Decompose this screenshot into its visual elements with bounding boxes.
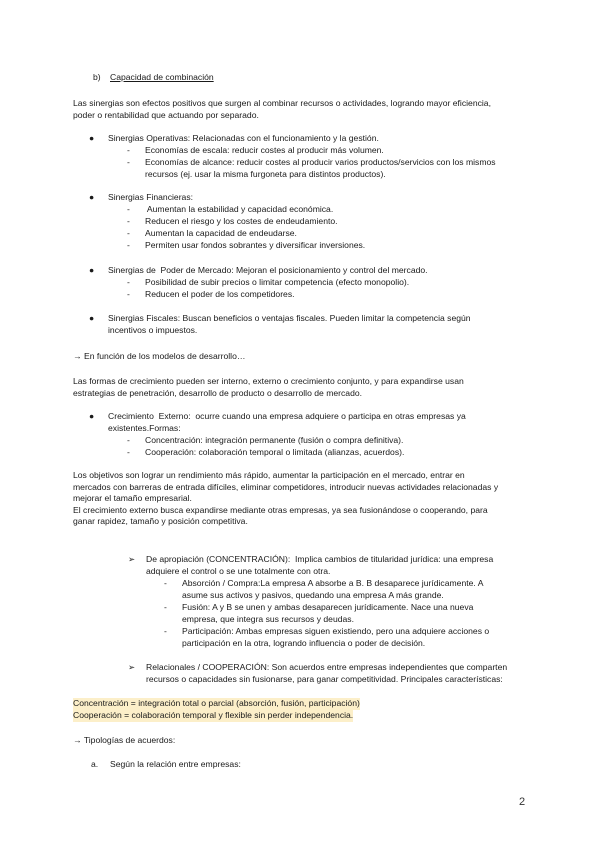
list-item: Posibilidad de subir precios o limitar competencia (efecto monopolio). — [145, 277, 410, 287]
dash-marker: - — [127, 277, 130, 287]
text-line: El crecimiento externo busca expandirse mediante otras empresas, ya sea fusionándose o cooperando, para — [73, 504, 488, 515]
text-line: ganar rapidez, tamaño y posición competitiva. — [73, 516, 248, 527]
mercado-title: Sinergias de Poder de Mercado: Mejoran el posicionamiento y control del mercado. — [108, 265, 428, 275]
list-item: Reducen el riesgo y los costes de endeudamiento. — [145, 216, 338, 226]
list-item: Economías de alcance: reducir costes al producir varios productos/servicios con los mismos — [145, 157, 496, 167]
dash-marker: - — [127, 216, 130, 226]
list-item: Cooperación: colaboración temporal o limitada (alianzas, acuerdos). — [145, 447, 405, 457]
dash-marker: - — [127, 240, 130, 250]
externo-line: Crecimiento Externo: ocurre cuando una empresa adquiere o participa en otras empresas ya — [108, 411, 466, 421]
list-item: Reducen el poder de los competidores. — [145, 289, 295, 299]
subitem-marker: a. — [91, 759, 99, 769]
externo-line: existentes.Formas: — [108, 423, 181, 433]
operativas-title: Sinergias Operativas: Relacionadas con el funcionamiento y la gestión. — [108, 133, 379, 143]
bullet-icon: ● — [89, 411, 95, 421]
dash-marker: - — [127, 435, 130, 445]
fiscales-line: incentivos o impuestos. — [108, 325, 198, 335]
apropiacion-line: De apropiación (CONCENTRACIÓN): Implica cambios de titularidad jurídica: una empresa — [146, 554, 494, 564]
highlight-concentracion: Concentración = integración total o parcial (absorción, fusión, participación) — [73, 698, 360, 708]
bullet-icon: ● — [89, 313, 95, 323]
list-item: participación en la otra, logrando influencia o poder de decisión. — [182, 638, 426, 648]
text-line: Las sinergias son efectos positivos que surgen al combinar recursos o actividades, logrando mayor eficiencia, — [73, 98, 491, 108]
dash-marker: - — [127, 289, 130, 299]
bullet-icon: ● — [89, 265, 95, 275]
text-line: Las formas de crecimiento pueden ser interno, externo o crecimiento conjunto, y para expandirse usan — [73, 376, 464, 386]
list-item: Aumentan la capacidad de endeudarse. — [145, 228, 297, 238]
text-line: Los objetivos son lograr un rendimiento más rápido, aumentar la participación en el mercado, entrar en — [73, 470, 465, 480]
arrowhead-icon: ➢ — [128, 662, 136, 672]
list-item: Absorción / Compra:La empresa A absorbe a B. B desaparece jurídicamente. A — [182, 578, 484, 588]
relacionales-line: recursos o capacidades sin fusionarse, para ganar competitividad. Principales características: — [146, 674, 503, 684]
list-item: recursos (ej. usar la misma furgoneta para distintos productos). — [145, 169, 386, 179]
dash-marker: - — [127, 157, 130, 167]
financieras-title: Sinergias Financieras: — [108, 192, 194, 202]
intro-paragraph — [73, 98, 533, 121]
subitem-text: Según la relación entre empresas: — [110, 759, 241, 769]
dash-marker: - — [164, 602, 167, 612]
relacionales-line: Relacionales / COOPERACIÓN: Son acuerdos entre empresas independientes que comparten — [146, 662, 508, 672]
bullet-icon: ● — [89, 133, 95, 143]
list-item: Aumentan la estabilidad y capacidad económica. — [145, 204, 334, 214]
objetivos-paragraph — [73, 470, 543, 528]
dash-marker: - — [127, 447, 130, 457]
bullet-icon: ● — [89, 192, 95, 202]
text-line: mejorar el tamaño empresarial. — [73, 493, 192, 504]
list-item: Concentración: integración permanente (fusión o compra definitiva). — [145, 435, 404, 445]
dash-marker: - — [164, 626, 167, 636]
list-item: empresa, que integra sus recursos y deudas. — [182, 614, 354, 624]
list-item: Permiten usar fondos sobrantes y diversificar inversiones. — [145, 240, 366, 250]
highlight-cooperacion: Cooperación = colaboración temporal y flexible sin perder independencia. — [73, 710, 354, 720]
dash-marker: - — [127, 228, 130, 238]
dash-marker: - — [164, 578, 167, 588]
fiscales-line: Sinergias Fiscales: Buscan beneficios o ventajas fiscales. Pueden limitar la competencia según — [108, 313, 471, 323]
apropiacion-line: adquiere el control o se une totalmente con otra. — [146, 566, 331, 576]
text-line: estrategias de penetración, desarrollo de producto o desarrollo de mercado. — [73, 387, 363, 398]
dash-marker: - — [127, 145, 130, 155]
heading-marker: b) — [93, 72, 101, 82]
section-arrow-heading: → Tipologías de acuerdos: — [73, 735, 176, 745]
section-arrow-heading: → En función de los modelos de desarrollo… — [73, 351, 246, 361]
arrowhead-icon: ➢ — [128, 554, 136, 564]
list-item: Participación: Ambas empresas siguen existiendo, pero una adquiere acciones o — [182, 626, 490, 636]
list-item: Economías de escala: reducir costes al producir más volumen. — [145, 145, 384, 155]
dash-marker: - — [127, 204, 130, 214]
heading-title: Capacidad de combinación — [110, 72, 214, 82]
text-line: mercados con barreras de entrada difíciles, eliminar competidores, introducir nuevas actividades relacionadas y — [73, 481, 499, 492]
text-line: poder o rentabilidad que actuando por separado. — [73, 109, 259, 120]
list-item: Fusión: A y B se unen y ambas desaparecen jurídicamente. Nace una nueva — [182, 602, 474, 612]
formas-paragraph — [73, 376, 533, 399]
list-item: asume sus activos y pasivos, quedando una empresa A más grande. — [182, 590, 444, 600]
page-number: 2 — [519, 796, 526, 808]
